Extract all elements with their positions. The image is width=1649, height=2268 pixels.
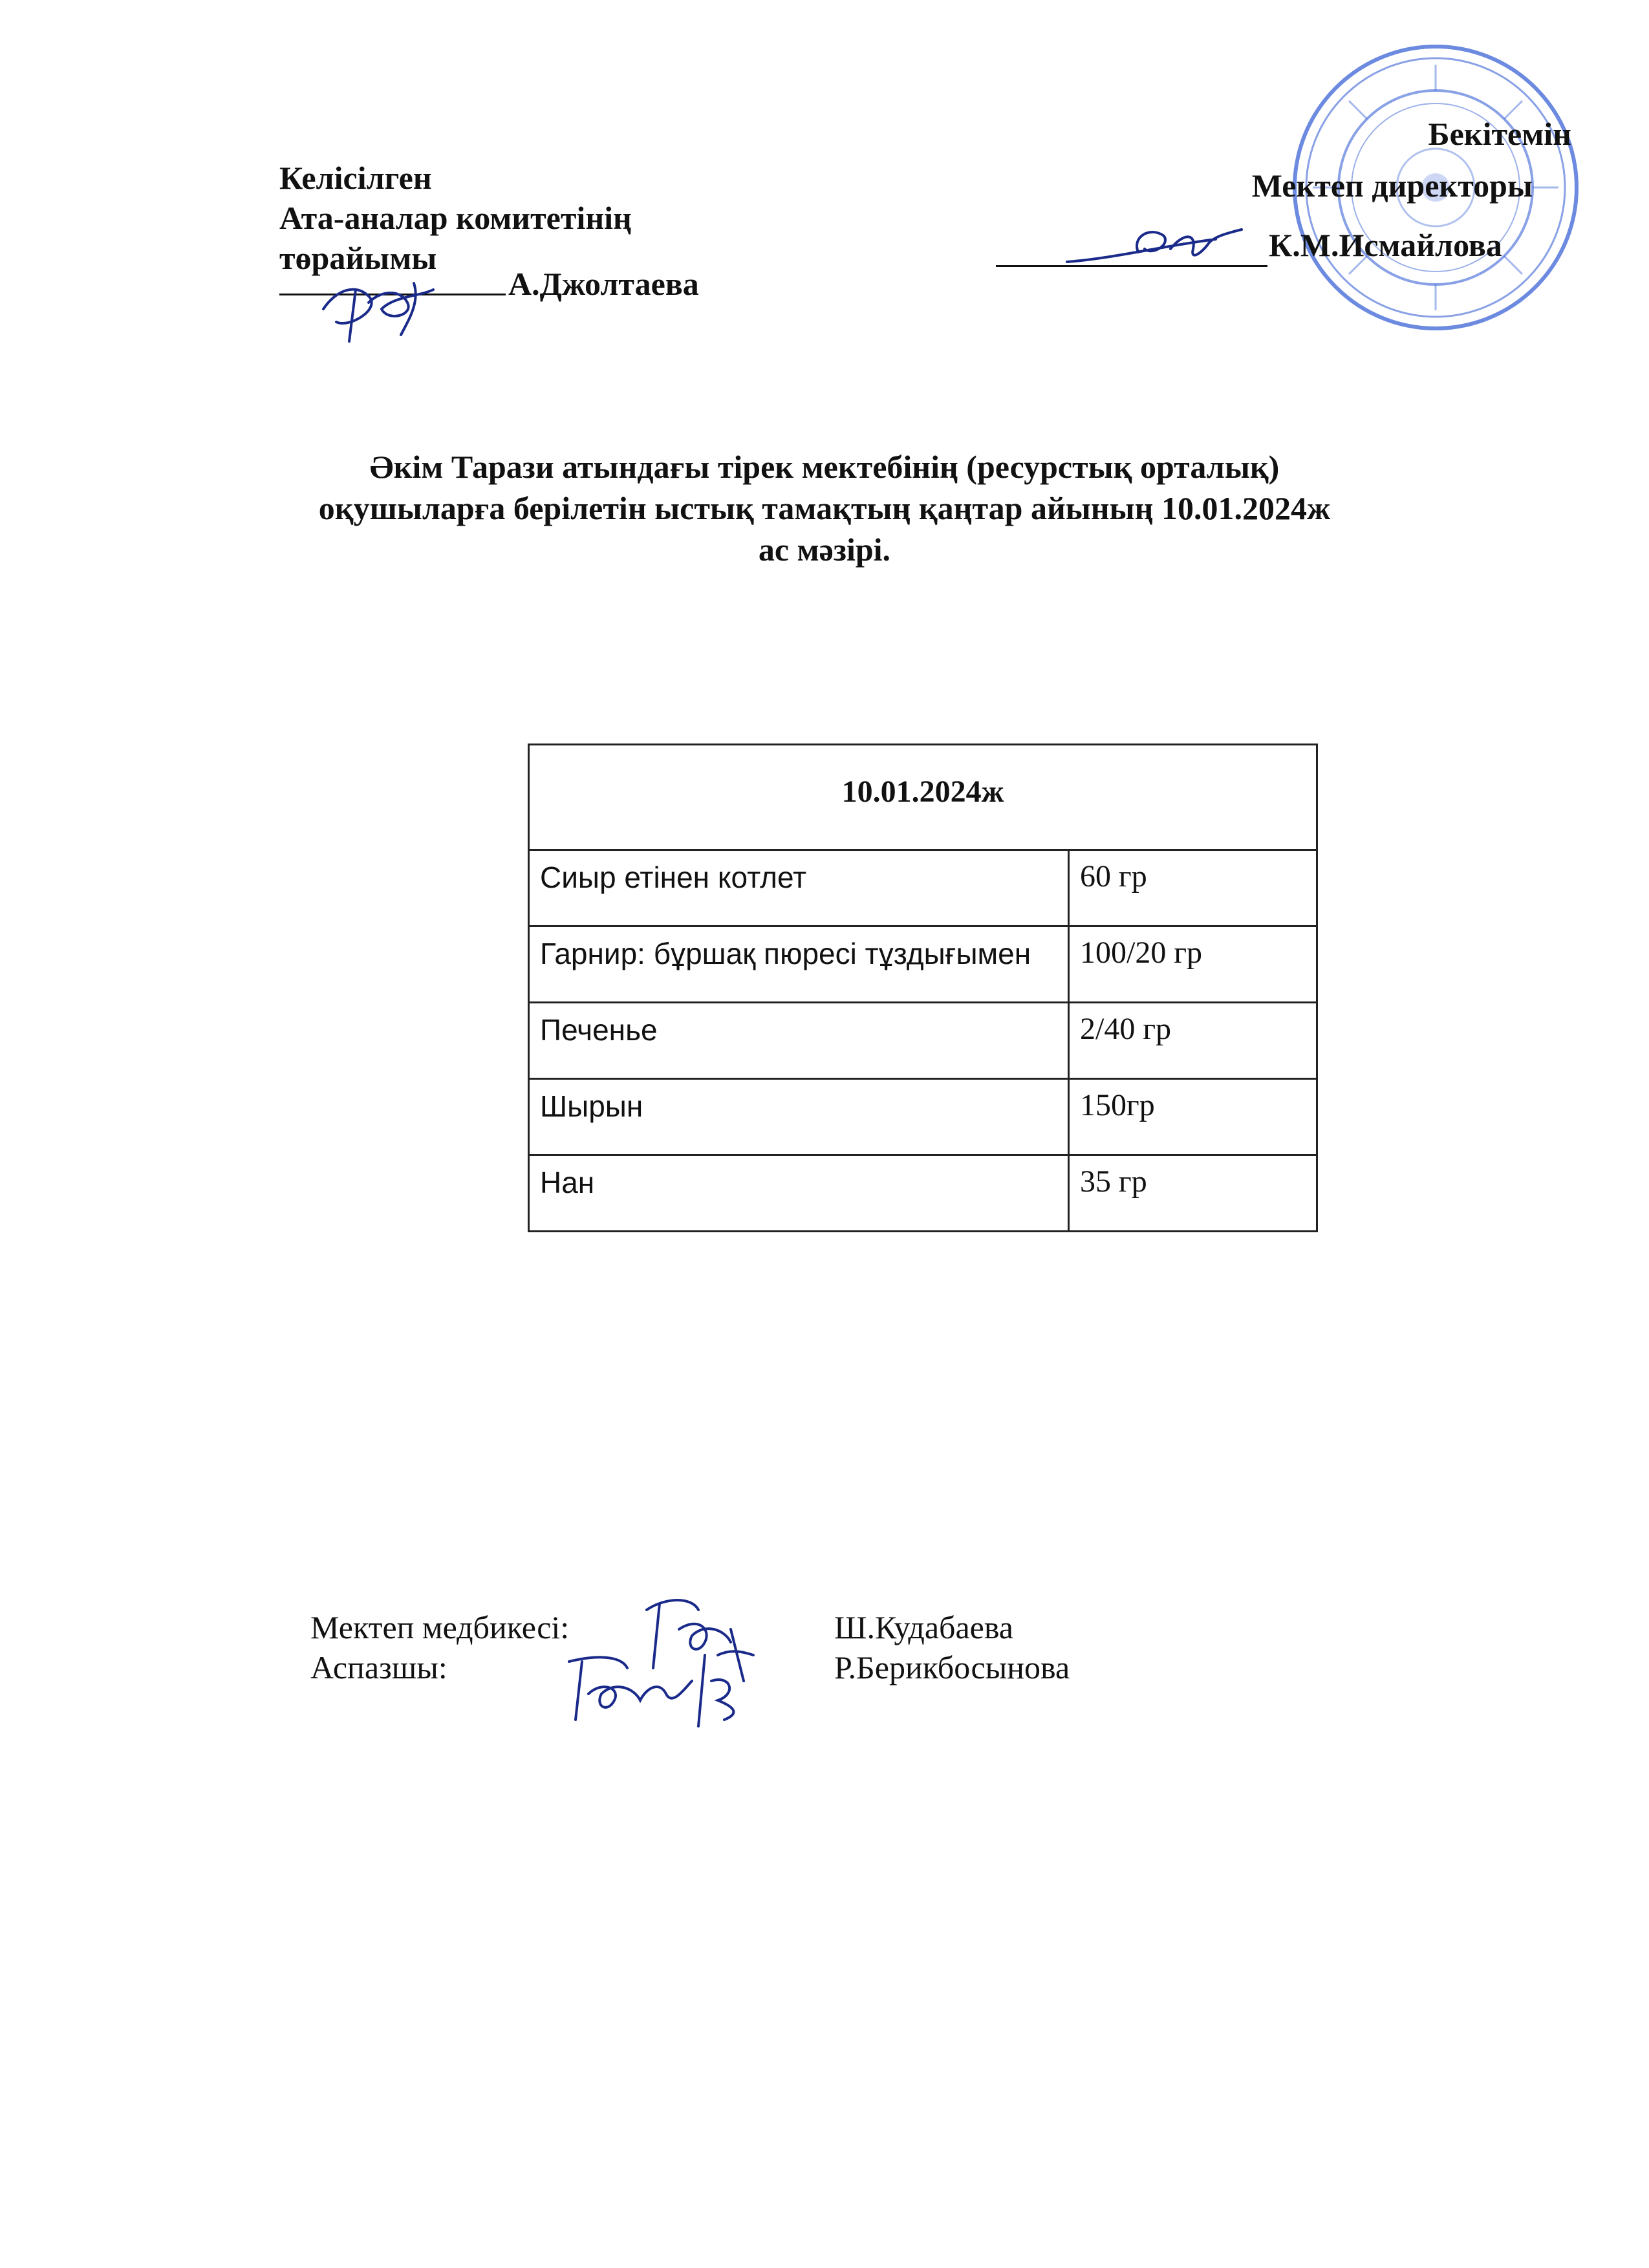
table-row	[529, 926, 1317, 1003]
document-title	[226, 446, 1423, 570]
menu-item: Сиыр етінен котлет	[529, 850, 1069, 926]
table-row	[529, 1155, 1317, 1232]
menu-item: Шырын	[529, 1079, 1069, 1155]
menu-quantity: 35 гр	[1069, 1155, 1317, 1232]
title-line-1: Әкім Тарази атындағы тірек мектебінің (ресурстық орталық)	[369, 449, 1280, 485]
table-row	[529, 1003, 1317, 1079]
approval-signature	[310, 270, 453, 348]
menu-date-header: 10.01.2024ж	[529, 745, 1317, 850]
menu-item: Печенье	[529, 1003, 1069, 1079]
menu-item: Нан	[529, 1155, 1069, 1232]
nurse-name: Ш.Кудабаева	[834, 1609, 1013, 1645]
confirmation-name: К.М.Исмайлова	[1269, 227, 1502, 263]
title-line-3: ас мәзірі.	[758, 531, 891, 568]
cook-label: Аспазшы:	[310, 1649, 447, 1685]
menu-quantity: 2/40 гр	[1069, 1003, 1317, 1079]
cook-signature	[556, 1642, 750, 1739]
confirmation-role: Мектеп директоры	[1251, 167, 1533, 204]
table-row	[529, 850, 1317, 926]
approval-line-1: Келісілген	[279, 160, 432, 196]
approval-line-2: Ата-аналар комитетінің	[279, 200, 632, 236]
approval-line-3: төрайымы	[279, 240, 437, 276]
menu-item: Гарнир: бұршақ пюресі тұздығымен	[529, 926, 1069, 1003]
nurse-label: Мектеп медбикесі:	[310, 1609, 570, 1645]
menu-quantity: 100/20 гр	[1069, 926, 1317, 1003]
confirmation-title: Бекітемін	[1428, 116, 1571, 152]
title-line-2: оқушыларға берілетін ыстық тамақтың қаңтар айының 10.01.2024ж	[318, 490, 1331, 526]
menu-table	[528, 744, 1318, 1232]
menu-quantity: 60 гр	[1069, 850, 1317, 926]
menu-quantity: 150гр	[1069, 1079, 1317, 1155]
table-row	[529, 1079, 1317, 1155]
menu-header-row	[529, 745, 1317, 850]
cook-name: Р.Берикбосынова	[834, 1649, 1070, 1685]
confirmation-signature	[1061, 213, 1267, 278]
approval-name: А.Джолтаева	[508, 266, 699, 302]
approval-block	[279, 158, 632, 278]
